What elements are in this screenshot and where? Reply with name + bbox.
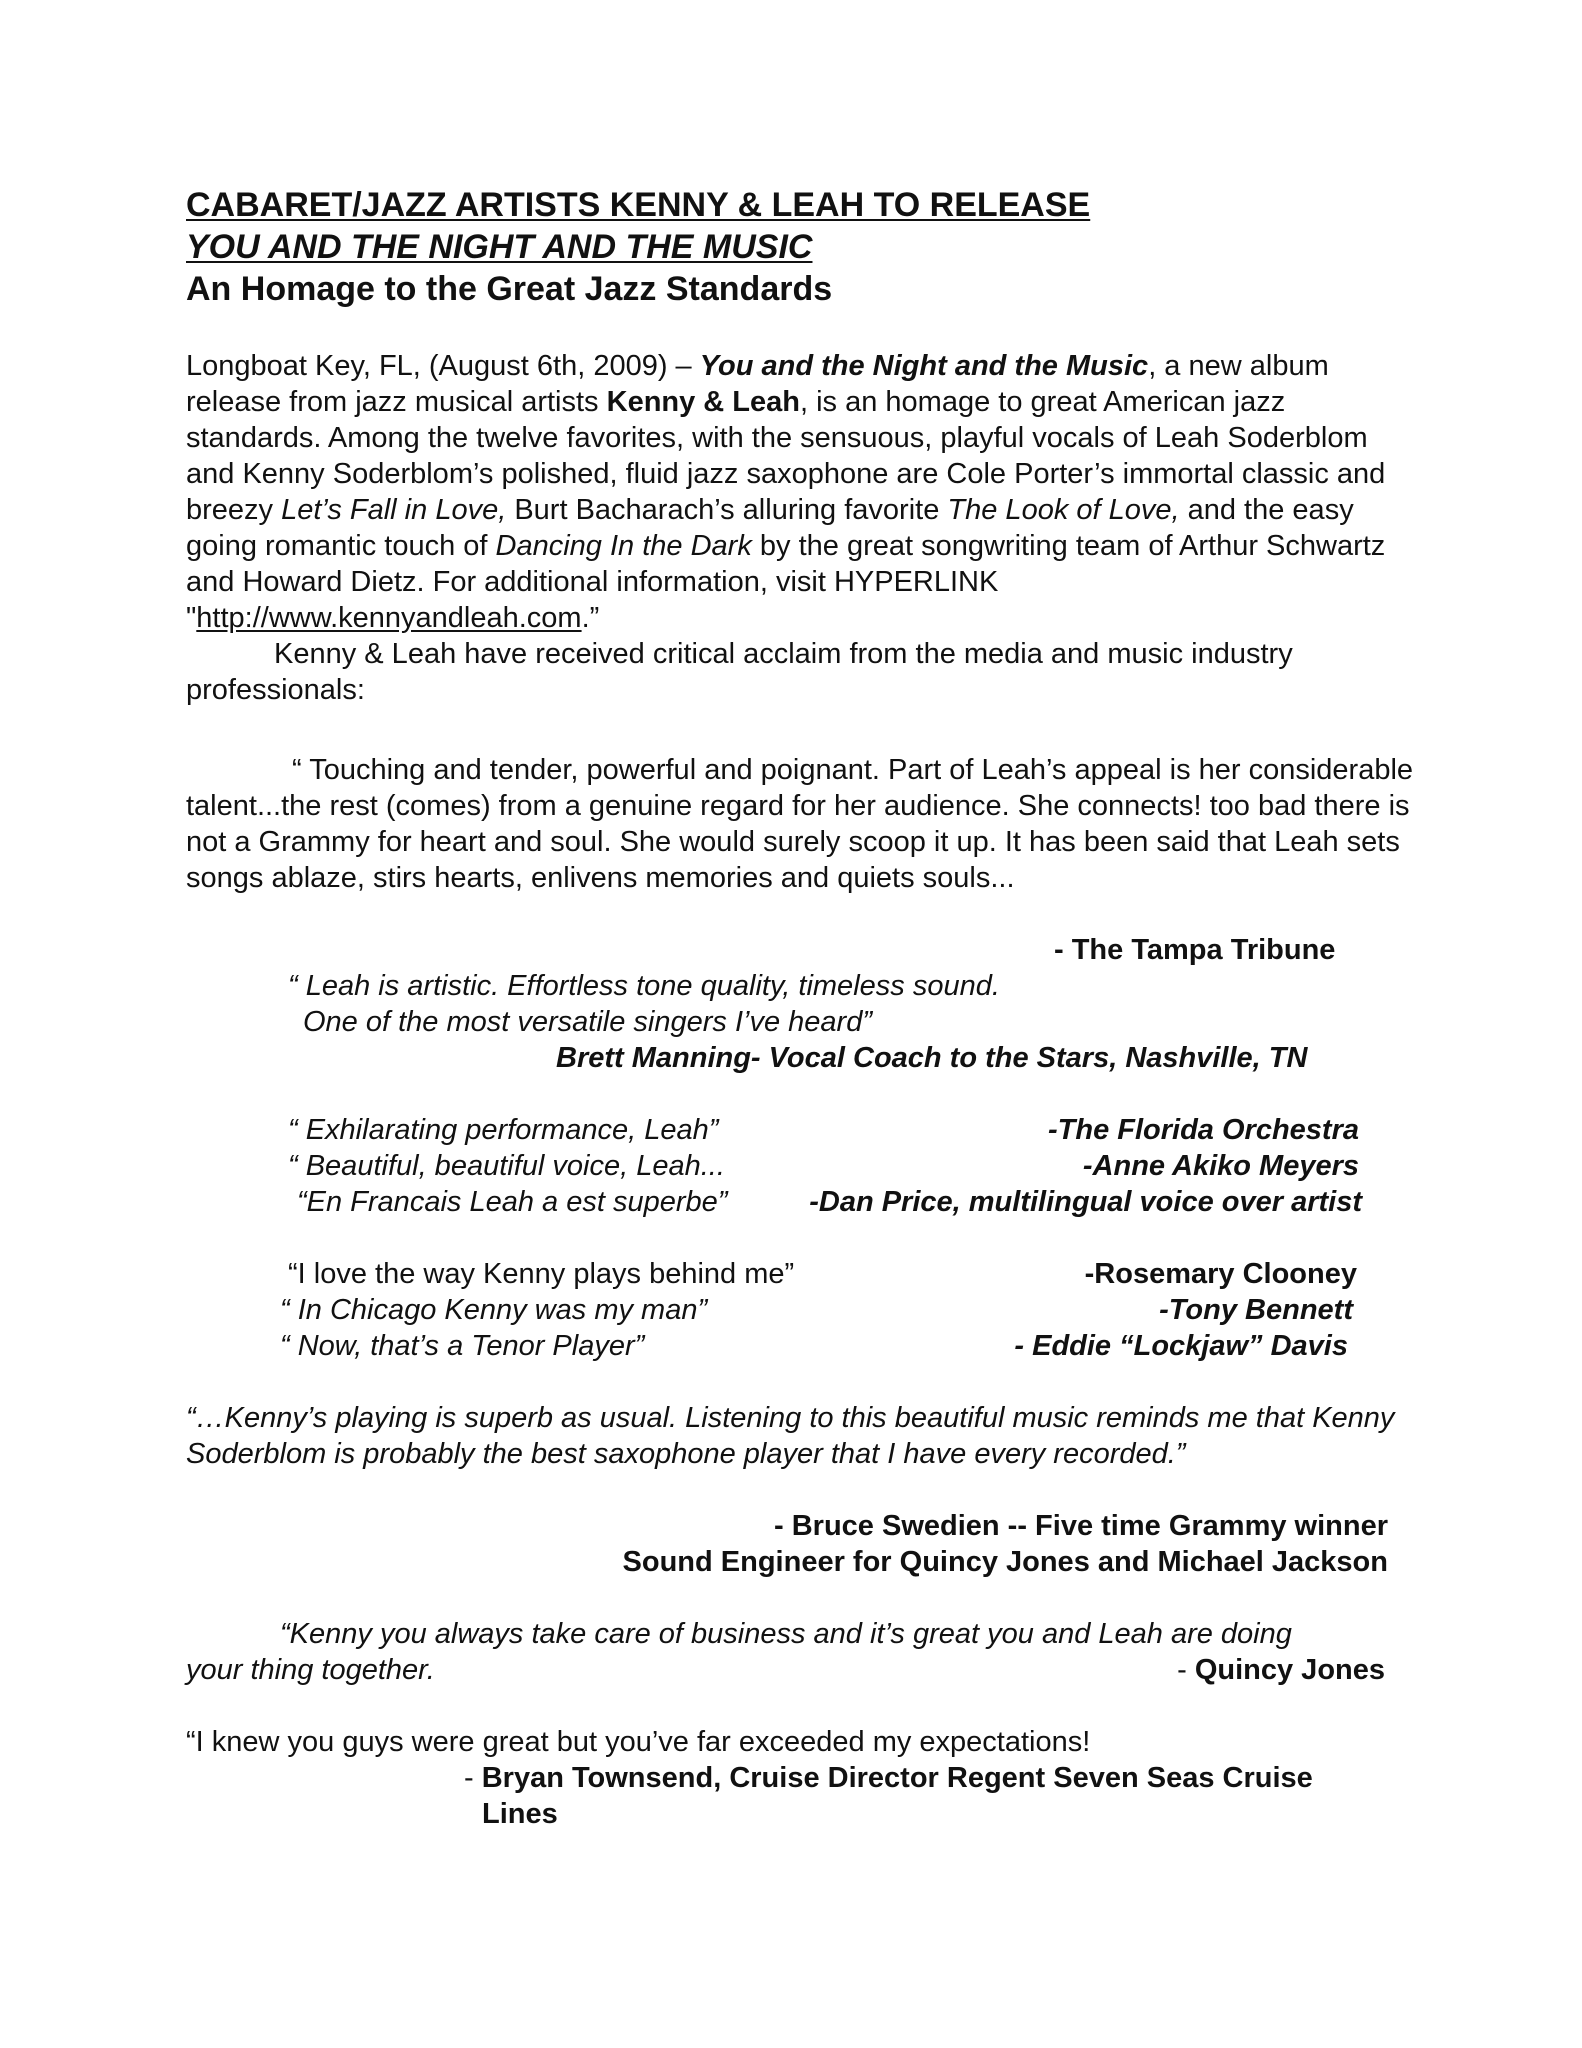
tampa-attribution: - The Tampa Tribune — [1054, 934, 1336, 966]
quote-source: -Dan Price, multilingual voice over artist — [809, 1186, 1362, 1218]
quote-source: -Tony Bennett — [1159, 1294, 1353, 1326]
acclaim-paragraph: Kenny & Leah have received critical acclaim from the media and music industry professionals: — [186, 638, 1293, 706]
swedien-attribution-line1: - Bruce Swedien -- Five time Grammy winner — [774, 1510, 1388, 1542]
intro-paragraph: Longboat Key, FL, (August 6th, 2009) – You and the Night and the Music, a new album release from jazz musical artists Kenny & Leah, is an homage to great American jazz standards. Among the twelve favorites, with the sensuous, playful vocals of Leah Soderblom and Kenny Soderblom’s polished, fluid jazz saxophone are Cole Porter’s immortal classic and breezy Let’s Fall in Love, Burt Bacharach’s alluring favorite The Look of Love, and the easy going romantic touch of Dancing In the Dark by the great songwriting team of Arthur Schwartz and Howard Dietz. For additional information, visit HYPERLINK "http://www.kennyandleah.com.” Kenny & Leah have received critical acclaim from the media and music industry professionals: — [186, 348, 1416, 708]
quincy-name: Quincy Jones — [1194, 1654, 1385, 1686]
song-title: Let’s Fall in Love, — [281, 494, 507, 526]
quote-text: “ Exhilarating performance, Leah” — [288, 1114, 719, 1146]
townsend-attribution-line1: Bryan Townsend, Cruise Director Regent Seven Seas Cruise — [481, 1762, 1313, 1794]
headline-album-title: YOU AND THE NIGHT AND THE MUSIC — [186, 228, 813, 266]
manning-attribution: Brett Manning- Vocal Coach to the Stars, Nashville, TN — [556, 1042, 1308, 1074]
swedien-attribution-line2: Sound Engineer for Quincy Jones and Michael Jackson — [622, 1546, 1388, 1578]
quote-source: -The Florida Orchestra — [1047, 1114, 1359, 1146]
tampa-quote: “ Touching and tender, powerful and poignant. Part of Leah’s appeal is her considerable talent...the rest (comes) from a genuine regard for her audience. She connects! too bad there is not a Grammy for heart and soul. She would surely scoop it up. It has been said that Leah sets songs ablaze, stirs hearts, enlivens memories and quiets souls... — [186, 754, 1414, 894]
quincy-quote-line1: “Kenny you always take care of business and it’s great you and Leah are doing — [280, 1618, 1292, 1650]
headline-title: CABARET/JAZZ ARTISTS KENNY & LEAH TO RELEASE — [186, 186, 1091, 224]
swedien-quote: “…Kenny’s playing is superb as usual. Listening to this beautiful music reminds me that Kenny Soderblom is probably the best saxophone player that I have every recorded.” — [186, 1402, 1395, 1470]
album-title-inline: You and the Night and the Music — [699, 350, 1149, 382]
dateline: Longboat Key, FL, (August 6th, 2009) – — [186, 350, 700, 382]
website-link[interactable]: http://www.kennyandleah.com — [196, 602, 582, 634]
quote-text: “ Beautiful, beautiful voice, Leah... — [288, 1150, 725, 1182]
quote-source: -Rosemary Clooney — [1084, 1258, 1357, 1290]
quote-text: “I love the way Kenny plays behind me” — [288, 1258, 795, 1290]
quote-source: - Eddie “Lockjaw” Davis — [1014, 1330, 1348, 1362]
townsend-attribution: - Bryan Townsend, Cruise Director Regent Seven Seas Cruise — [464, 1762, 1313, 1794]
headline-subtitle: An Homage to the Great Jazz Standards — [186, 270, 833, 308]
townsend-quote: “I knew you guys were great but you’ve far exceeded my expectations! — [186, 1726, 1091, 1758]
song-title: The Look of Love, — [947, 494, 1180, 526]
quote-text: “ In Chicago Kenny was my man” — [280, 1294, 708, 1326]
quote-text: “En Francais Leah a est superbe” — [297, 1186, 728, 1218]
quincy-quote-line2: your thing together. — [186, 1654, 435, 1686]
manning-quote-line2: One of the most versatile singers I’ve heard” — [303, 1006, 872, 1038]
artist-name: Kenny & Leah — [606, 386, 800, 418]
townsend-attribution-line2: Lines — [482, 1798, 558, 1830]
quote-source: -Anne Akiko Meyers — [1082, 1150, 1359, 1182]
quote-text: “ Now, that’s a Tenor Player” — [280, 1330, 645, 1362]
song-title: Dancing In the Dark — [495, 530, 752, 562]
manning-quote-line1: “ Leah is artistic. Effortless tone quality, timeless sound. — [288, 970, 1000, 1002]
quincy-attribution: - Quincy Jones — [1177, 1654, 1385, 1686]
